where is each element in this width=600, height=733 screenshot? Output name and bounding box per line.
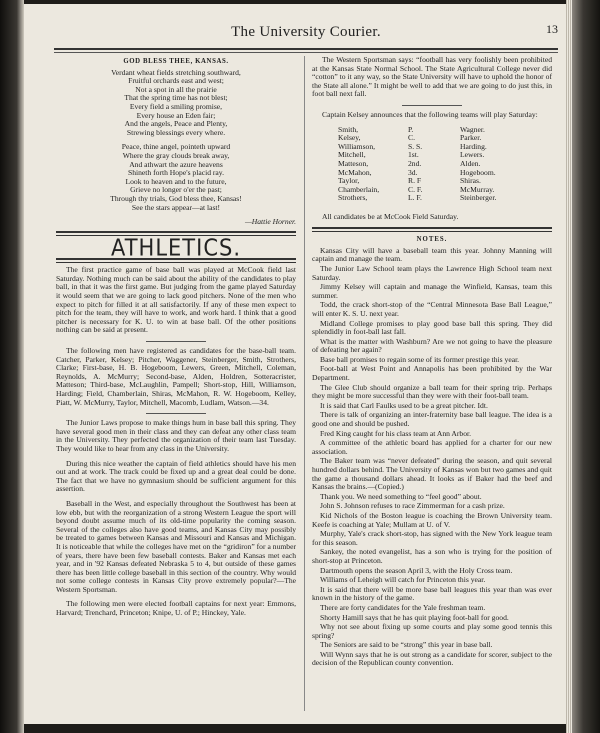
sportsman-paragraph: The Western Sportsman says: “football has very foolishly been prohibited at the Kansas State Normal School. The State Agricultural College never did “cotton” to it any way, so the State University will have to uphold the honor of the State all alone.” It might be well to add that we are going to do just this, in foot ball next fall. — [312, 55, 552, 99]
note-item: It is said that there will be more base ball leagues this year than was ever known in the history of the game. — [312, 584, 552, 603]
page-header — [54, 20, 558, 46]
note-item: Jimmy Kelsey will captain and manage the Winfield, Kansas, team this summer. — [312, 282, 552, 300]
note-item: Foot-ball at West Point and Annapolis has been prohibited by the War Department. — [312, 364, 552, 383]
note-item: A committee of the athletic board has applied for a charter for our new association. — [312, 438, 552, 456]
lineup-player: Taylor, — [338, 176, 360, 186]
note-item: Kid Nichols of the Boston league is coaching the Brown University team. Keefe is coaching at Yale; Mullam at U. of V. — [312, 510, 552, 529]
poem-line: And athwart the azure heavens — [129, 159, 223, 169]
note-item: The Baker team was “never defeated” during the season, and quit several hundred dollars behind. The University of Kansas won but two games and quit the game a thousand dollars ahead. It looks as if Baker had the beef and Kansas the brains.—(Copied.) — [312, 456, 552, 492]
athletics-paragraph: The first practice game of base ball was played at McCook field last Saturday. Nothing much can be said about the ability of the candidates to play ball, in that it was the first game. But judging from the game played Saturday it would seem that we are going to lack good pitchers. None of the men who expect to pitch for filled it at all satisfactorily. If any of these men expect to pitch for the team, they will have to work, and work hard. I think that a good pitcher is necessary for K. U. to win at base ball. Of the other positions nothing can be said at present. — [56, 265, 296, 335]
page-edges — [566, 0, 572, 733]
lineup-position: C. — [408, 133, 415, 143]
lineup-position: P. — [408, 124, 414, 134]
athletics-paragraph: The Junior Laws propose to make things hum in base ball this spring. They have several good men in their class and they can defeat any other class team in the University. They perfected the organization of their team last Tuesday. They would like to hear from any class in the University. — [56, 418, 296, 453]
note-item: Williams of Leheigh will catch for Princeton this year. — [320, 575, 486, 585]
lineup-position: 1st. — [408, 150, 419, 160]
lineup-player: Alden. — [460, 158, 481, 168]
column-divider — [304, 56, 305, 711]
lineup-player: Steinberger. — [460, 193, 497, 203]
note-item: Fred King caught for his class team at Ann Arbor. — [320, 428, 472, 438]
note-item: There is talk of organizing an inter-fraternity base ball league. The idea is a good one and should be pushed. — [312, 410, 552, 429]
poem-line: And the angels, Peace and Plenty, — [124, 119, 228, 129]
note-item: The Glee Club should organize a ball team for their spring trip. Perhaps they might be more successful than they were with their foot-ball team. — [312, 382, 552, 401]
note-item: Thank you. We need something to “feel good” about. — [320, 491, 482, 501]
lineup-player: McMurray. — [460, 184, 495, 194]
note-item: There are forty candidates for the Yale freshman team. — [320, 602, 486, 612]
note-item: Will Wynn says that he is out strong as a candidate for scorer, subject to the decision of the Republican county convention. — [312, 649, 552, 668]
poem-line: Through thy trials, God bless thee, Kansas! — [110, 193, 242, 203]
poem-line: Strewing blessings every where. — [126, 127, 226, 137]
lineup-player: Mitchell, — [338, 150, 366, 160]
poem-line: Where the gray clouds break away, — [122, 150, 230, 160]
note-item: John S. Johnson refuses to race Zimmerman for a cash prize. — [320, 501, 505, 511]
lineup-player: Kelsey, — [338, 133, 361, 143]
page-title: The University Courier. — [231, 24, 381, 40]
note-item: Kansas City will have a baseball team this year. Johnny Manning will captain and manage the team. — [312, 245, 552, 264]
book-spine-right — [572, 0, 600, 733]
team-lineup — [312, 126, 552, 211]
lineup-player: Hogeboom. — [460, 167, 496, 177]
right-column — [312, 56, 552, 669]
lineup-player: Matteson, — [338, 158, 369, 168]
lineup-player: Harding. — [460, 141, 487, 151]
note-item: Sankey, the noted evangelist, has a son who is trying for the position of short-stop at Princeton. — [312, 547, 552, 565]
page-number: 13 — [546, 22, 558, 36]
note-item: Why not see about fixing up some courts and play some good tennis this spring? — [312, 622, 552, 640]
divider — [146, 413, 206, 414]
poem-line: See the stars appear—at last! — [131, 202, 221, 212]
lineup-player: McMahon, — [338, 167, 372, 177]
poem-line: Look to heaven and to the future, — [125, 176, 227, 186]
lineup-positions — [408, 126, 422, 203]
note-item: Todd, the crack short-stop of the “Central Minnesota Base Ball League,” will enter K. S. U. next year. — [312, 300, 552, 318]
lineup-player: Shiras. — [460, 176, 481, 186]
note-item: The Seniors are said to be “strong” this year in base ball. — [320, 640, 493, 650]
notes-heading: NOTES. — [416, 236, 448, 244]
lineup-player: Wagner. — [460, 124, 485, 134]
athletics-heading: ATHLETICS. — [110, 234, 241, 261]
poem — [56, 69, 296, 213]
poem-stanza-2 — [56, 143, 296, 212]
lineup-position: C. F. — [408, 184, 423, 194]
lineup-player: Williamson, — [338, 141, 376, 151]
poem-line: Not a spot in all the prairie — [135, 84, 217, 94]
athletics-paragraph: The following men were elected football captains for next year: Emmons, Harvard; Trenchard, Princeton; Knipe, U. of P.; Hinckey, Yale. — [56, 599, 296, 618]
lineup-position: R. F — [408, 176, 422, 186]
note-item: Dartmouth opens the season April 3, with the Holy Cross team. — [320, 565, 513, 575]
note-item: Murphy, Yale's crack short-stop, has signed with the New York league team for this season. — [312, 529, 552, 547]
poem-title: GOD BLESS THEE, KANSAS. — [123, 58, 229, 65]
note-item: It is said that Carl Faulks used to be a great pitcher. Idt. — [320, 400, 488, 410]
lineup-right-team — [460, 126, 496, 203]
lineup-closing: All candidates be at McCook Field Saturday. — [322, 211, 459, 221]
poem-line: Shineth forth Hope's placid ray. — [128, 168, 224, 178]
athletics-paragraph: The following men have registered as candidates for the base-ball team. Catcher, Parker, Kelsey; Pitcher, Waggener, Steinberger, Smith, Strothers, Clarke; First-base, H. B. Hogeboom, Lewers, Green, Mitchell, Coleman, Reynolds, A. McMurry; Second-base, Alden, Holdren, Sotteracrister, Matteson; Third-base, McLaughlin, Pampell; Short-stop, Hill, Williamson, Harding; Field, Chamberlain, Shiras, McMahon, R. W. Hogeboom, Kelley, Piatt, W. McMurry, Taylor, Mitchell, Macomb, Ludlam, Watson.—34. — [56, 346, 296, 407]
lineup-player: Smith, — [338, 124, 359, 134]
poem-author: —Hattie Horner. — [244, 217, 296, 227]
lineup-left-team — [338, 126, 379, 203]
lineup-player: Parker. — [460, 133, 482, 143]
lineup-player: Lewers. — [460, 150, 485, 160]
divider — [146, 341, 206, 342]
lineup-position: 2nd. — [408, 158, 422, 168]
note-item: Midland College promises to play good base ball this spring. They did splendidly in foot-ball last fall. — [312, 318, 552, 337]
lineup-position: L. F. — [408, 193, 422, 203]
notes-list — [312, 247, 552, 668]
note-item: The Junior Law School team plays the Lawrence High School team next Saturday. — [312, 263, 552, 282]
note-item: Shorty Hamill says that he has quit playing foot-ball for good. — [320, 612, 509, 622]
book-spine-left — [0, 0, 24, 733]
athletics-paragraph: During this nice weather the captain of field athletics should have his men out and at work. The track could be fixed up and a great deal could be done. The fact that we have no gymnasium should be sufficient argument for this assertion. — [56, 458, 296, 494]
poem-line: Peace, thine angel, pointeth upward — [121, 142, 231, 152]
poem-line: That the spring time has not blest; — [124, 93, 228, 103]
newspaper-page — [24, 4, 572, 724]
lineup-player: Chamberlain, — [338, 184, 380, 194]
header-rule — [54, 48, 558, 53]
poem-line: Grieve no longer o'er the past; — [130, 185, 222, 195]
poem-line: Every field a smiling promise, — [129, 101, 223, 111]
section-rule — [312, 227, 552, 232]
poem-line: Fruitful orchards east and west; — [128, 76, 224, 86]
note-item: What is the matter with Washburn? Are we not going to have the pleasure of defeating her again? — [312, 336, 552, 355]
lineup-position: S. S. — [408, 141, 423, 151]
poem-line: Verdant wheat fields stretching southward, — [111, 67, 241, 77]
poem-stanza-1 — [56, 69, 296, 138]
poem-line: Every house an Eden fair; — [136, 110, 216, 120]
lineup-player: Strothers, — [338, 193, 368, 203]
note-item: Base ball promises to regain some of its former prestige this year. — [320, 354, 520, 364]
left-column — [56, 56, 296, 624]
athletics-paragraph: Baseball in the West, and especially throughout the Southwest has been at low ebb, but with the reorganization of a strong Western League the sport will beyond doubt assume much of its old-time popularity the coming season. Several of the colleges also have good teams, and Kansas City may possibly be treated to games between Kansas and Missouri and Kansas and Michigan. It is noticeable that while the colleges have met on the “gridiron” for a number of years, there have been few baseball contests. Baker and Kansas met each year, and in '92 Kansas defeated Nebraska 5 to 4, but outside of these games there has been little college baseball in this section of the country. Why would not some college contests in Kansas City prove extremely popular?—The Western Sportsman. — [56, 498, 296, 594]
lineup-position: 3d. — [408, 167, 418, 177]
kelsey-paragraph: Captain Kelsey announces that the following teams will play Saturday: — [322, 109, 538, 119]
divider — [402, 105, 462, 106]
